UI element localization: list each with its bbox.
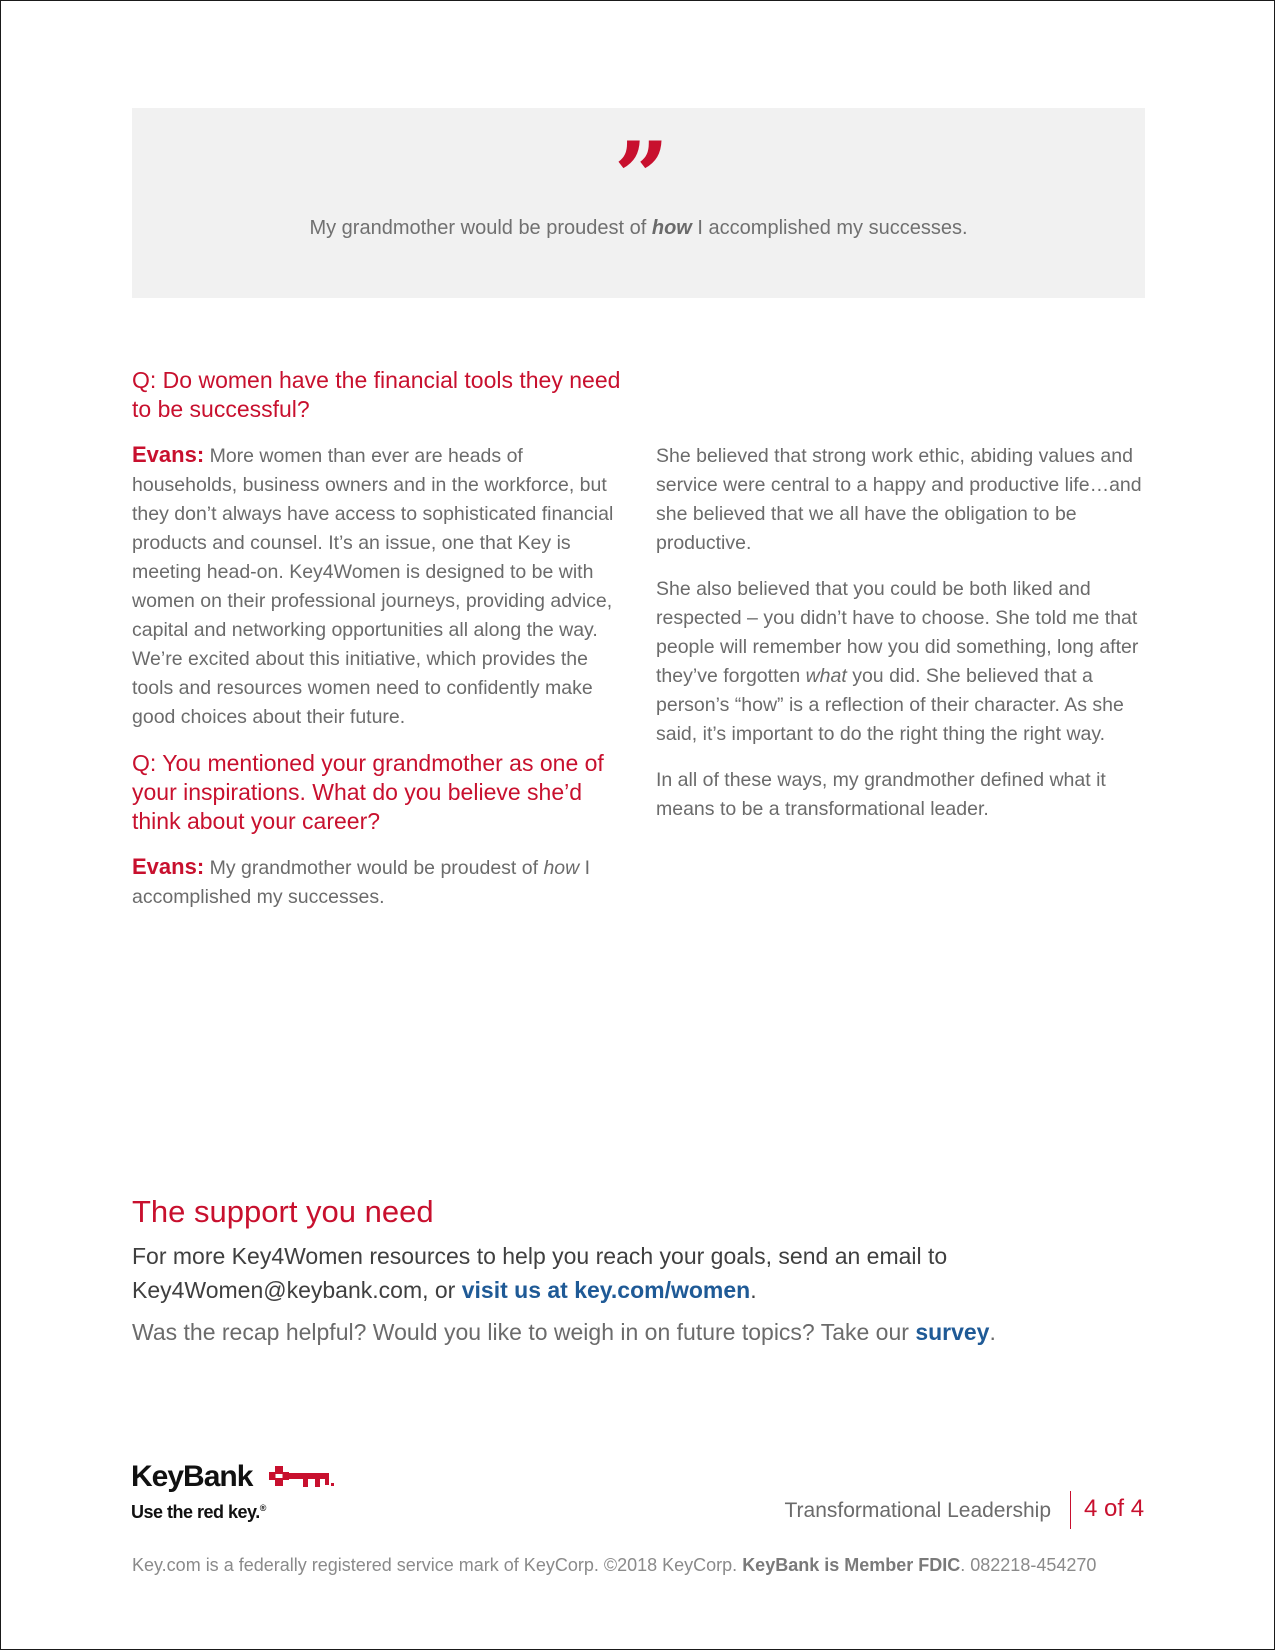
pull-quote-text — [132, 216, 1145, 240]
legal-code: . 082218-454270 — [960, 1555, 1097, 1575]
support-line-email-end: . — [750, 1277, 757, 1303]
quote-mark-icon: ” — [613, 121, 664, 234]
answer-2 — [132, 852, 632, 912]
legal-fdic: KeyBank is Member FDIC — [742, 1555, 961, 1575]
keybank-logo — [131, 1459, 351, 1522]
support-line-email — [132, 1239, 1132, 1307]
right-paragraph-2-emphasis: what — [805, 665, 847, 687]
right-paragraph-2 — [656, 575, 1148, 749]
answer-1-text: More women than ever are heads of households, business owners and in the workforce, but they don’t always have access to sophisticated financial products and counsel. It’s an issue, one that Key is meeting head-on. Key4Women is designed to be with women on their professional journeys, providing advice, capital and networking opportunities all along the way. We’re excited about this initiative, which provides the tools and resources women need to confidently make good choices about their future. — [132, 445, 614, 728]
key-women-link[interactable]: visit us at key.com/women — [461, 1277, 751, 1303]
pull-quote-text-after: I accomplished my successes. — [691, 217, 968, 239]
question-2: Q: You mentioned your grandmother as one of your inspirations. What do you believe she’d think about your career? — [132, 750, 604, 834]
survey-link[interactable]: survey — [915, 1319, 990, 1345]
right-paragraph-2-after: you did. She believed that a person’s “how” is a reflection of their character. As she said, it’s important to do the right thing the right way. — [656, 665, 1124, 745]
logo-tagline — [131, 1497, 266, 1523]
support-line-email-text: For more Key4Women resources to help you reach your goals, send an email to Key4Women@keybank.com, or — [132, 1243, 948, 1303]
support-line-survey-end: . — [989, 1319, 996, 1345]
speaker-label: Evans: — [132, 442, 205, 467]
question-1: Q: Do women have the financial tools they need to be successful? — [132, 367, 621, 422]
answer-2-text-after: I accomplished my successes. — [132, 857, 591, 908]
red-key-icon — [263, 1462, 335, 1494]
interview-right-column — [656, 442, 1148, 841]
answer-2-emphasis: how — [543, 857, 580, 879]
interview-left-column — [132, 366, 632, 929]
logo-tagline-text: Use the red key. — [131, 1502, 260, 1522]
legal-text: Key.com is a federally registered service mark of KeyCorp. ©2018 KeyCorp. — [132, 1555, 743, 1575]
support-heading: The support you need — [132, 1194, 434, 1229]
pull-quote-box — [132, 108, 1145, 298]
right-paragraph-3: In all of these ways, my grandmother defined what it means to be a transformational leader. — [656, 769, 1106, 820]
support-section — [132, 1193, 1132, 1349]
support-line-survey-text: Was the recap helpful? Would you like to weigh in on future topics? Take our — [132, 1319, 916, 1345]
speaker-label: Evans: — [132, 854, 205, 879]
answer-1 — [132, 440, 632, 732]
logo-wordmark: KeyBank — [131, 1460, 253, 1493]
answer-2-text-before: My grandmother would be proudest of — [204, 857, 544, 879]
support-line-survey — [132, 1315, 1132, 1349]
pull-quote-emphasis: how — [651, 217, 692, 239]
pull-quote-text-before: My grandmother would be proudest of — [309, 217, 652, 239]
page-number: 4 of 4 — [1084, 1495, 1145, 1522]
legal-disclaimer — [132, 1553, 1096, 1577]
footer-divider — [1070, 1491, 1071, 1529]
registered-mark: ® — [259, 1503, 266, 1513]
footer-title: Transformational Leadership — [784, 1499, 1051, 1522]
right-paragraph-1: She believed that strong work ethic, abiding values and service were central to a happy and productive life…and she believed that we all have the obligation to be productive. — [656, 445, 1142, 554]
right-paragraph-2-before: She also believed that you could be both liked and respected – you didn’t have to choose. She told me that people will remember how you did something, long after they’ve forgotten — [656, 578, 1139, 687]
